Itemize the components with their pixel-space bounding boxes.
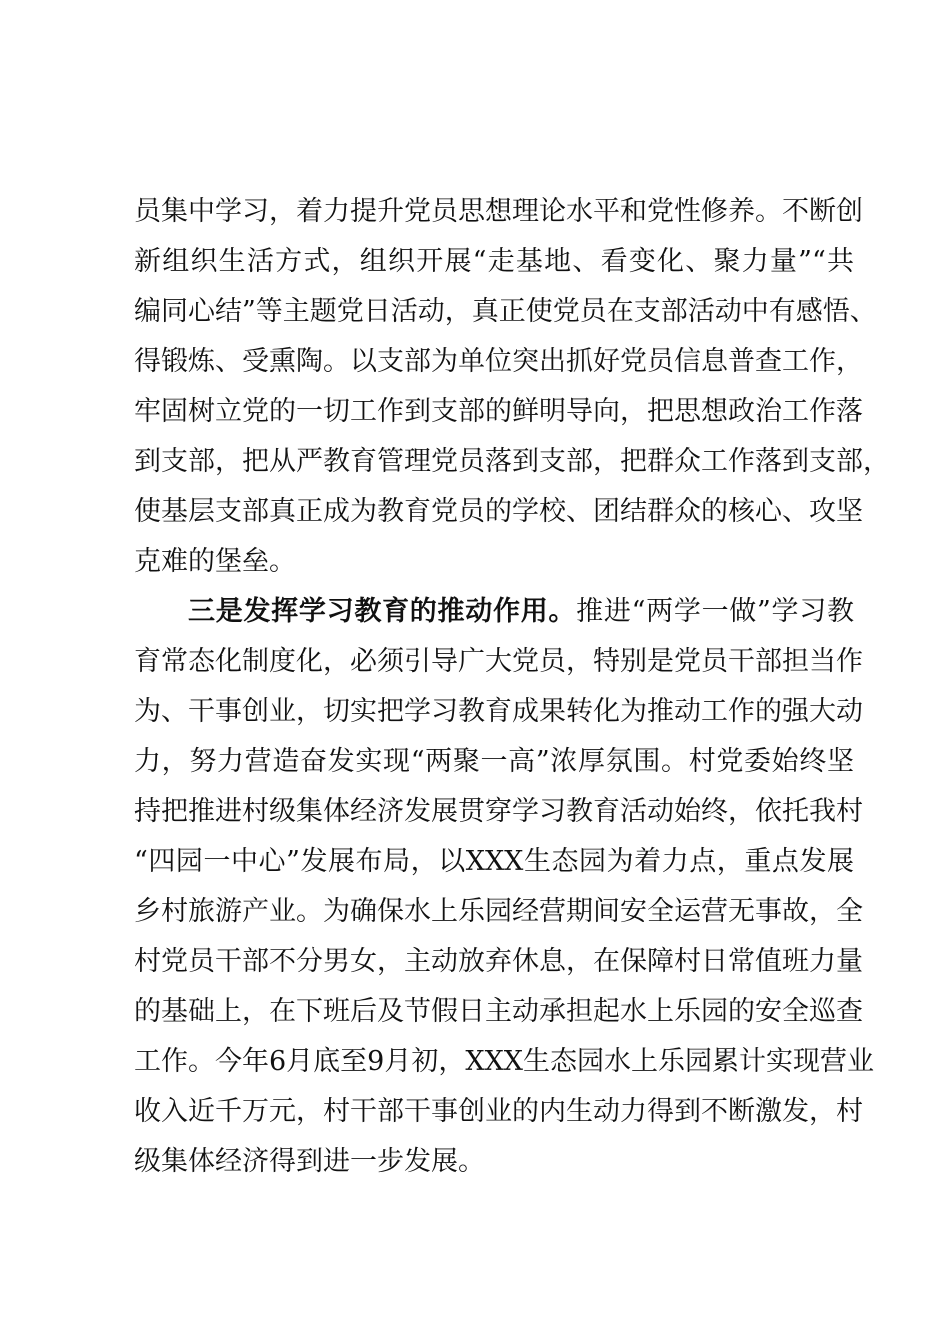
paragraph1-line-7: 使基层支部真正成为教育党员的学校、团结群众的核心、攻坚 [134, 496, 863, 527]
paragraph2-line-3: 为、干事创业，切实把学习教育成果转化为推动工作的强大动 [134, 696, 863, 727]
paragraph2-line-2: 育常态化制度化，必须引导广大党员，特别是党员干部担当作 [134, 646, 863, 677]
paragraph1-line-1: 员集中学习，着力提升党员思想理论水平和党性修养。不断创 [134, 196, 863, 227]
paragraph1-line-5: 牢固树立党的一切工作到支部的鲜明导向，把思想政治工作落 [134, 396, 863, 427]
paragraph2-line-10: 工作。今年6月底至9月初，XXX生态园水上乐园累计实现营业 [134, 1046, 875, 1077]
paragraph2-heading: 三是发挥学习教育的推动作用。 [188, 596, 577, 627]
paragraph2-line-7: 乡村旅游产业。为确保水上乐园经营期间安全运营无事故，全 [134, 896, 863, 927]
paragraph2-line-4: 力，努力营造奋发实现“两聚一高”浓厚氛围。村党委始终坚 [134, 746, 854, 777]
paragraph1-line-3: 编同心结”等主题党日活动，真正使党员在支部活动中有感悟、 [134, 296, 877, 327]
paragraph1-line-2: 新组织生活方式，组织开展“走基地、看变化、聚力量”“共 [134, 246, 854, 277]
paragraph1-line-8: 克难的堡垒。 [134, 546, 296, 577]
paragraph2-line-9: 的基础上，在下班后及节假日主动承担起水上乐园的安全巡查 [134, 996, 863, 1027]
paragraph1-line-4: 得锻炼、受熏陶。以支部为单位突出抓好党员信息普查工作， [134, 346, 863, 377]
paragraph2-line-5: 持把推进村级集体经济发展贯穿学习教育活动始终，依托我村 [134, 796, 863, 827]
paragraph2-first-line-rest: 推进“两学一做”学习教 [576, 596, 855, 627]
paragraph2-line-12: 级集体经济得到进一步发展。 [134, 1146, 485, 1177]
paragraph2-line-6: “四园一中心”发展布局，以XXX生态园为着力点，重点发展 [134, 846, 854, 877]
paragraph2-first-line [188, 592, 854, 632]
paragraph2-line-11: 收入近千万元，村干部干事创业的内生动力得到不断激发，村 [134, 1096, 863, 1127]
paragraph1-line-6: 到支部，把从严教育管理党员落到支部，把群众工作落到支部， [134, 446, 890, 477]
paragraph2-line-8: 村党员干部不分男女，主动放弃休息，在保障村日常值班力量 [134, 946, 863, 977]
